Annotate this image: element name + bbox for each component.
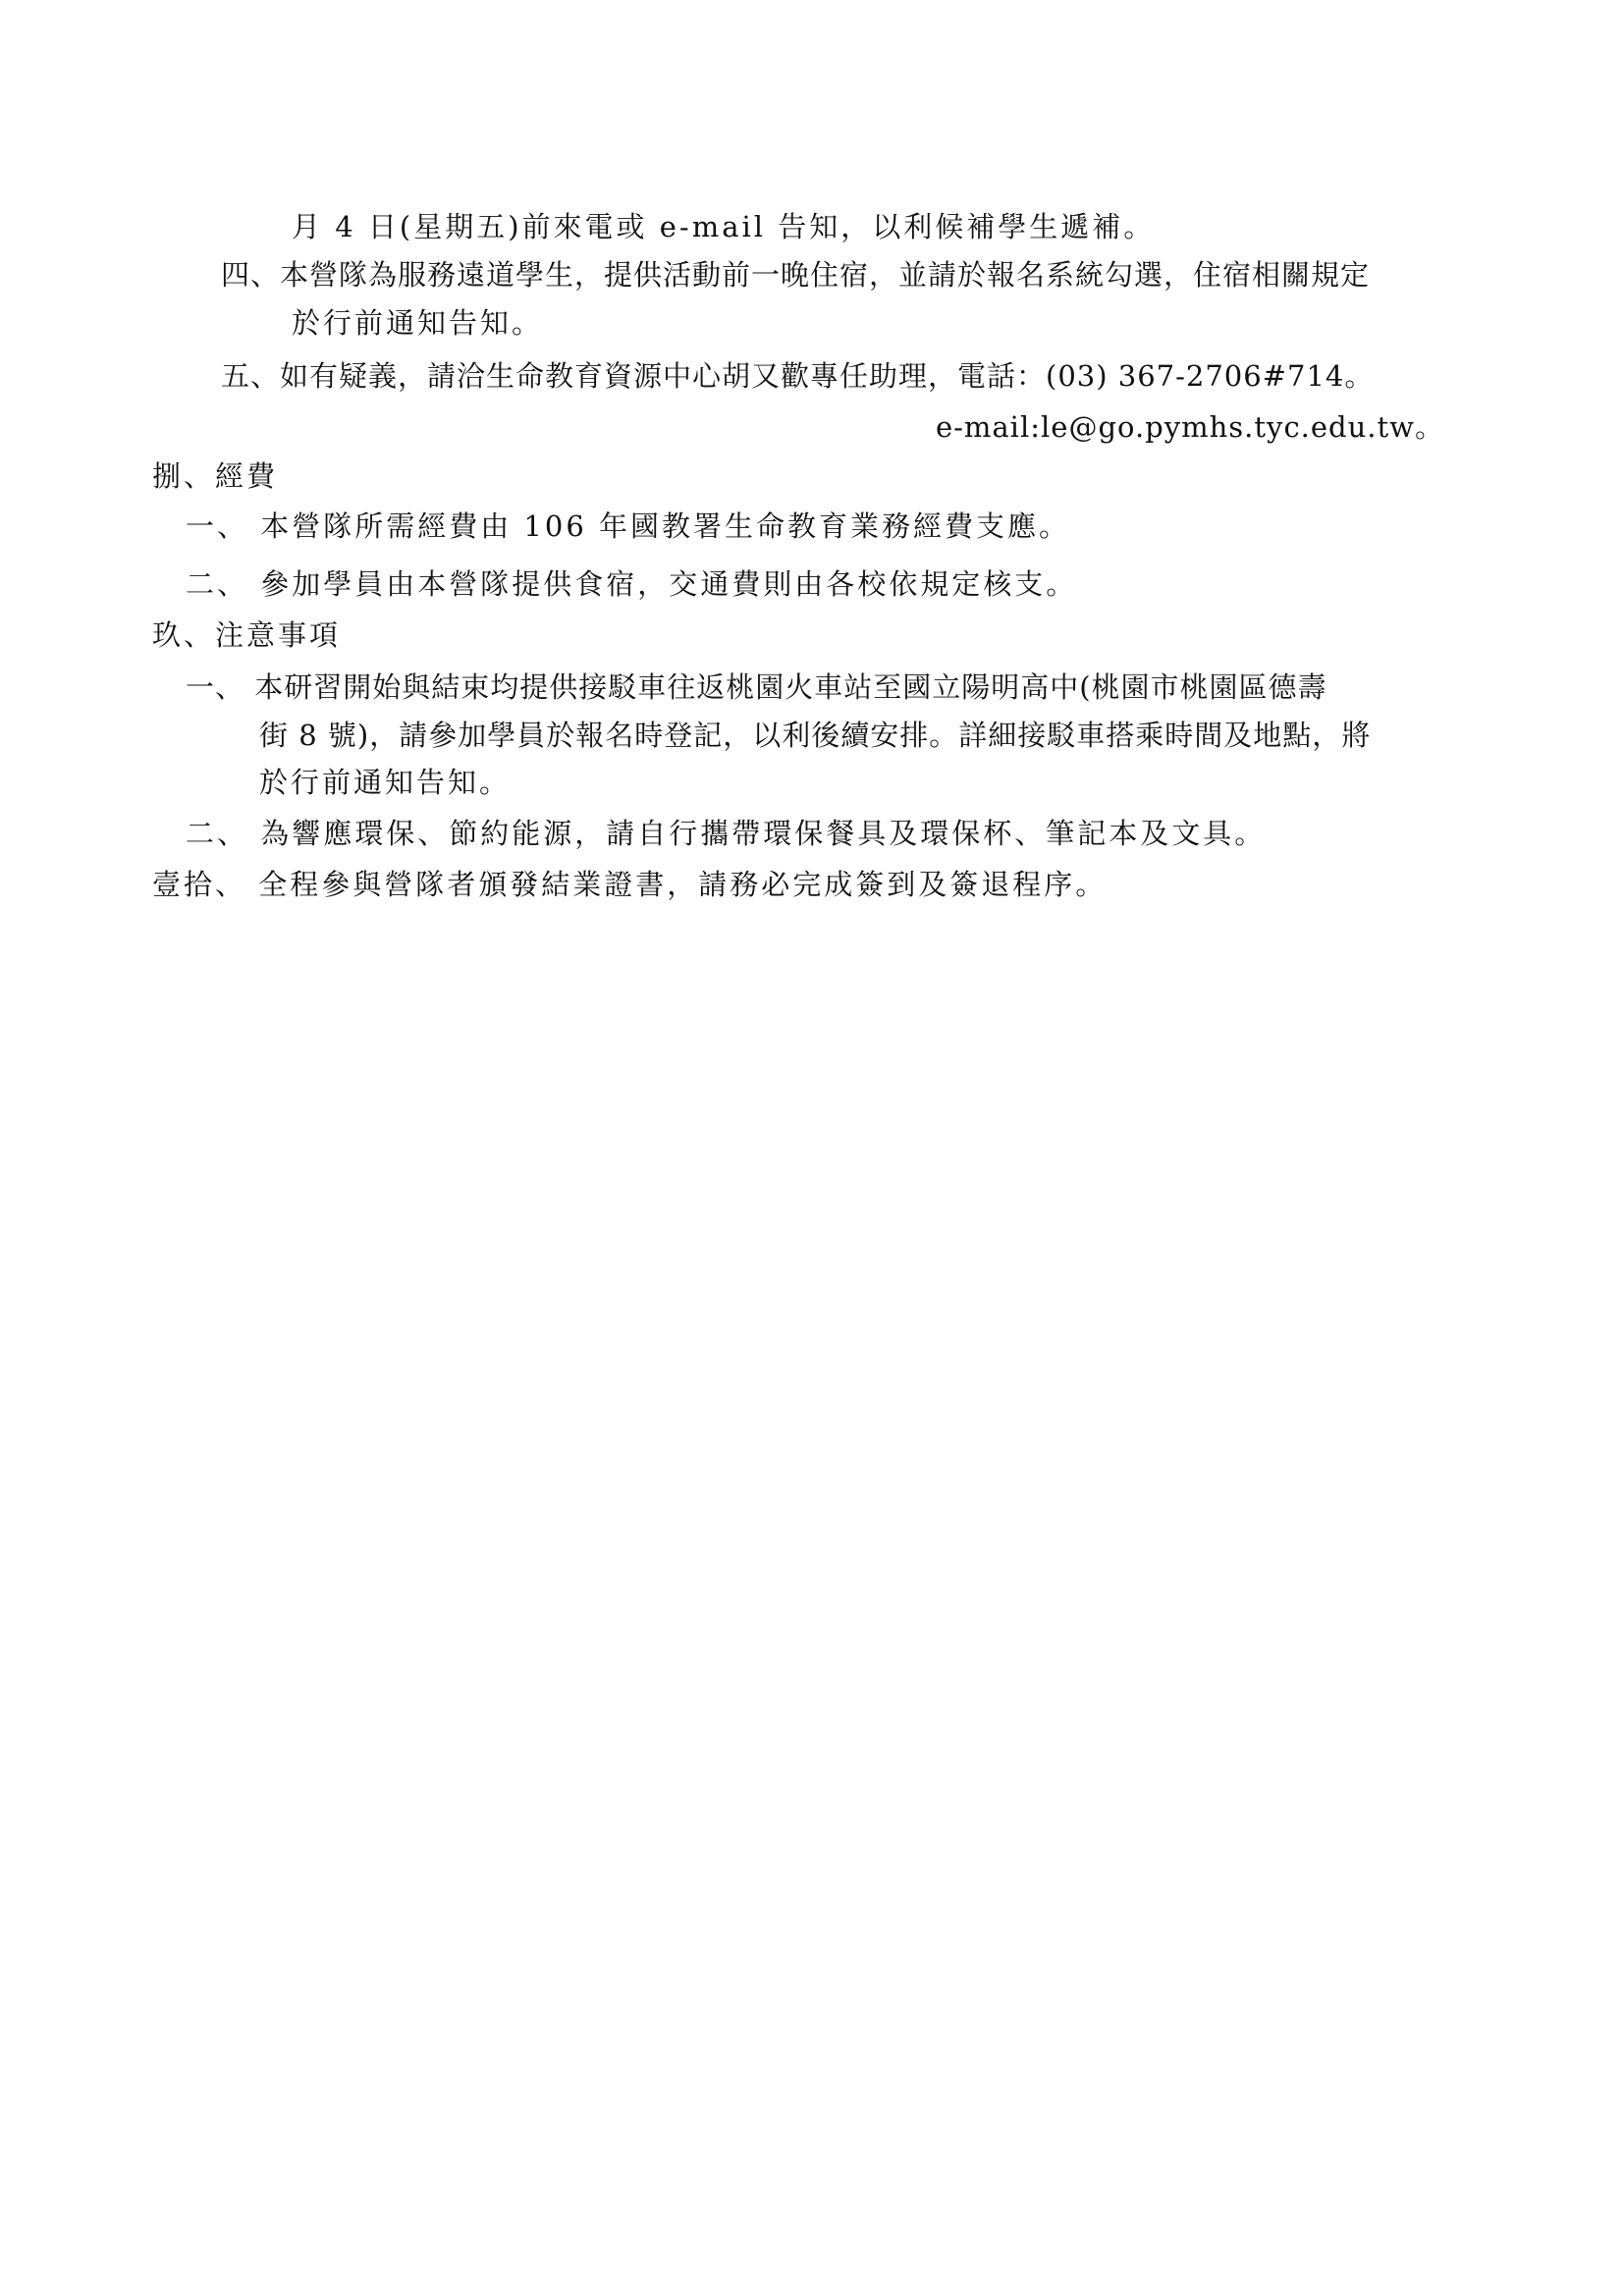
text-line-funding-item-2: 二、 參加學員由本營隊提供食宿，交通費則由各校依規定核支。 — [186, 567, 1078, 601]
section-heading-notes: 玖、注意事項 — [152, 618, 342, 652]
text-line-funding-item-1: 一、 本營隊所需經費由 106 年國教署生命教育業務經費支應。 — [186, 509, 1071, 543]
section-heading-certificate: 壹拾、 全程參與營隊者頒發結業證書，請務必完成簽到及簽退程序。 — [152, 868, 1108, 901]
text-line-shuttle-continued-2: 於行前通知告知。 — [259, 766, 512, 799]
text-line-contact-item: 五、如有疑義，請洽生命教育資源中心胡又歡專任助理，電話：(03) 367-2706#714。 — [221, 359, 1375, 393]
text-line-registration-deadline: 月 4 日(星期五)前來電或 e-mail 告知，以利候補學生遞補。 — [292, 210, 1156, 243]
text-line-environment-item: 二、 為響應環保、節約能源，請自行攜帶環保餐具及環保杯、筆記本及文具。 — [186, 817, 1267, 850]
text-line-shuttle-item: 一、 本研習開始與結束均提供接駁車往返桃園火車站至國立陽明高中(桃園市桃園區德壽 — [186, 670, 1327, 704]
text-line-accommodation-item: 四、本營隊為服務遠道學生，提供活動前一晚住宿，並請於報名系統勾選，住宿相關規定 — [221, 258, 1371, 292]
text-line-contact-email: e-mail:le@go.pymhs.tyc.edu.tw。 — [935, 410, 1444, 444]
text-line-accommodation-continued: 於行前通知告知。 — [292, 306, 544, 340]
section-heading-funding: 捌、經費 — [152, 459, 279, 493]
text-line-shuttle-continued: 街 8 號)，請參加學員於報名時登記，以利後續安排。詳細接駁車搭乘時間及地點，將 — [259, 719, 1372, 752]
